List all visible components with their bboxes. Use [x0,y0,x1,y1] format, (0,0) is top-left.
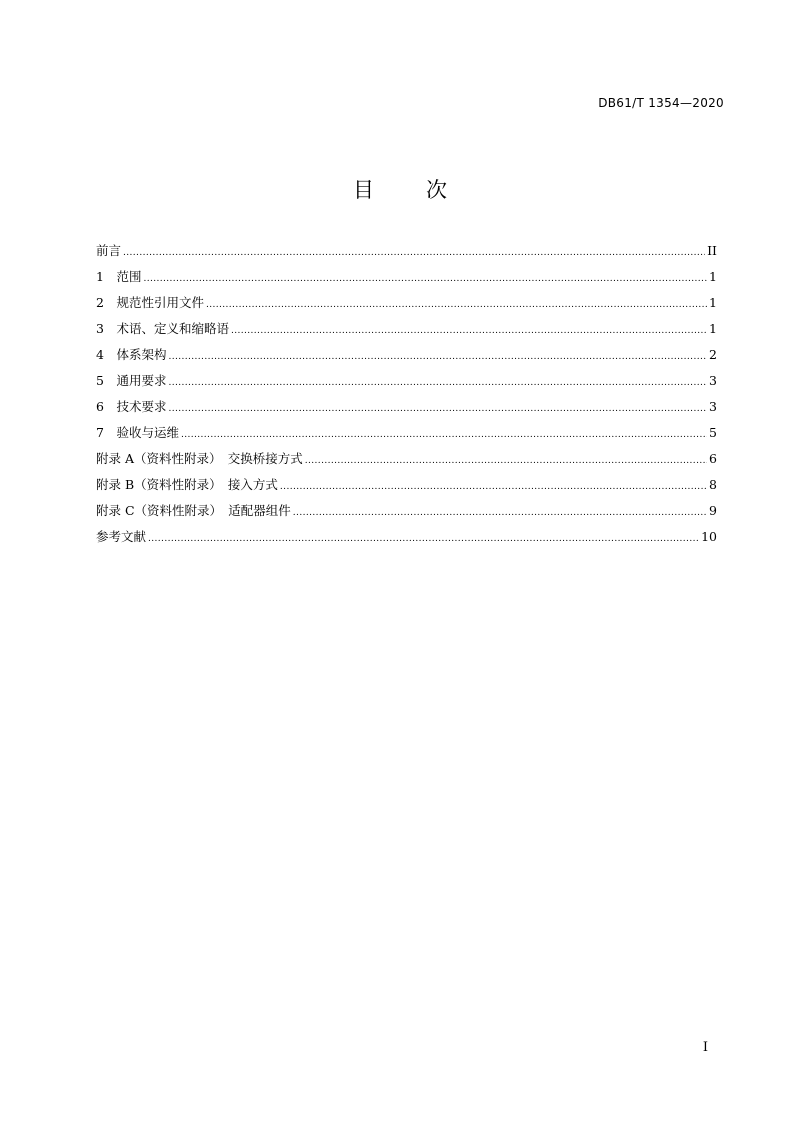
toc-entry-label: 附录 C（资料性附录） 适配器组件 [96,503,291,518]
toc-dot-leader [206,296,707,314]
toc-dot-leader [168,374,707,392]
toc-entry-page: 1 [709,321,717,336]
toc-dot-leader [168,348,707,366]
toc-entry-appendix-b[interactable] [96,476,717,502]
toc-dot-leader [305,452,707,470]
toc-entry-label: 5 通用要求 [96,373,167,388]
toc-entry-normative-references[interactable] [96,294,717,320]
toc-entry-label: 6 技术要求 [96,399,167,414]
toc-entry-label: 3 术语、定义和缩略语 [96,321,229,336]
toc-dot-leader [123,244,705,262]
toc-dot-leader [181,426,707,444]
title-char-2: 次 [426,178,447,202]
toc-entry-label: 2 规范性引用文件 [96,295,204,310]
toc-entry-page: 1 [709,295,717,310]
toc-entry-page: 1 [709,269,717,284]
toc-entry-architecture[interactable] [96,346,717,372]
toc-entry-acceptance[interactable] [96,424,717,450]
toc-entry-appendix-a[interactable] [96,450,717,476]
table-of-contents [96,242,717,554]
toc-entry-page: 6 [709,451,717,466]
toc-entry-label: 附录 B（资料性附录） 接入方式 [96,477,278,492]
toc-dot-leader [231,322,707,340]
toc-dot-leader [143,270,707,288]
toc-entry-bibliography[interactable] [96,528,717,554]
toc-entry-page: 10 [701,529,717,544]
toc-entry-label: 4 体系架构 [96,347,167,362]
toc-entry-label: 前言 [96,243,122,258]
toc-entry-appendix-c[interactable] [96,502,717,528]
toc-entry-label: 1 范围 [96,269,142,284]
toc-entry-general-requirements[interactable] [96,372,717,398]
toc-entry-page: 8 [709,477,717,492]
page-number: I [702,1040,708,1055]
toc-entry-label: 附录 A（资料性附录） 交换桥接方式 [96,451,303,466]
toc-entry-page: 3 [709,399,717,414]
page-title [0,174,800,204]
toc-entry-page: 3 [709,373,717,388]
toc-entry-label: 7 验收与运维 [96,425,179,440]
toc-dot-leader [280,478,707,496]
toc-dot-leader [168,400,707,418]
toc-entry-terms[interactable] [96,320,717,346]
title-char-1: 目 [353,178,374,202]
toc-entry-page: II [707,243,717,258]
standard-code: DB61/T 1354—2020 [598,96,724,110]
toc-dot-leader [148,530,699,548]
toc-entry-page: 2 [709,347,717,362]
toc-entry-page: 5 [709,425,717,440]
toc-entry-foreword[interactable] [96,242,717,268]
toc-entry-page: 9 [709,503,717,518]
toc-entry-scope[interactable] [96,268,717,294]
toc-dot-leader [293,504,707,522]
toc-entry-technical-requirements[interactable] [96,398,717,424]
toc-entry-label: 参考文献 [96,529,147,544]
